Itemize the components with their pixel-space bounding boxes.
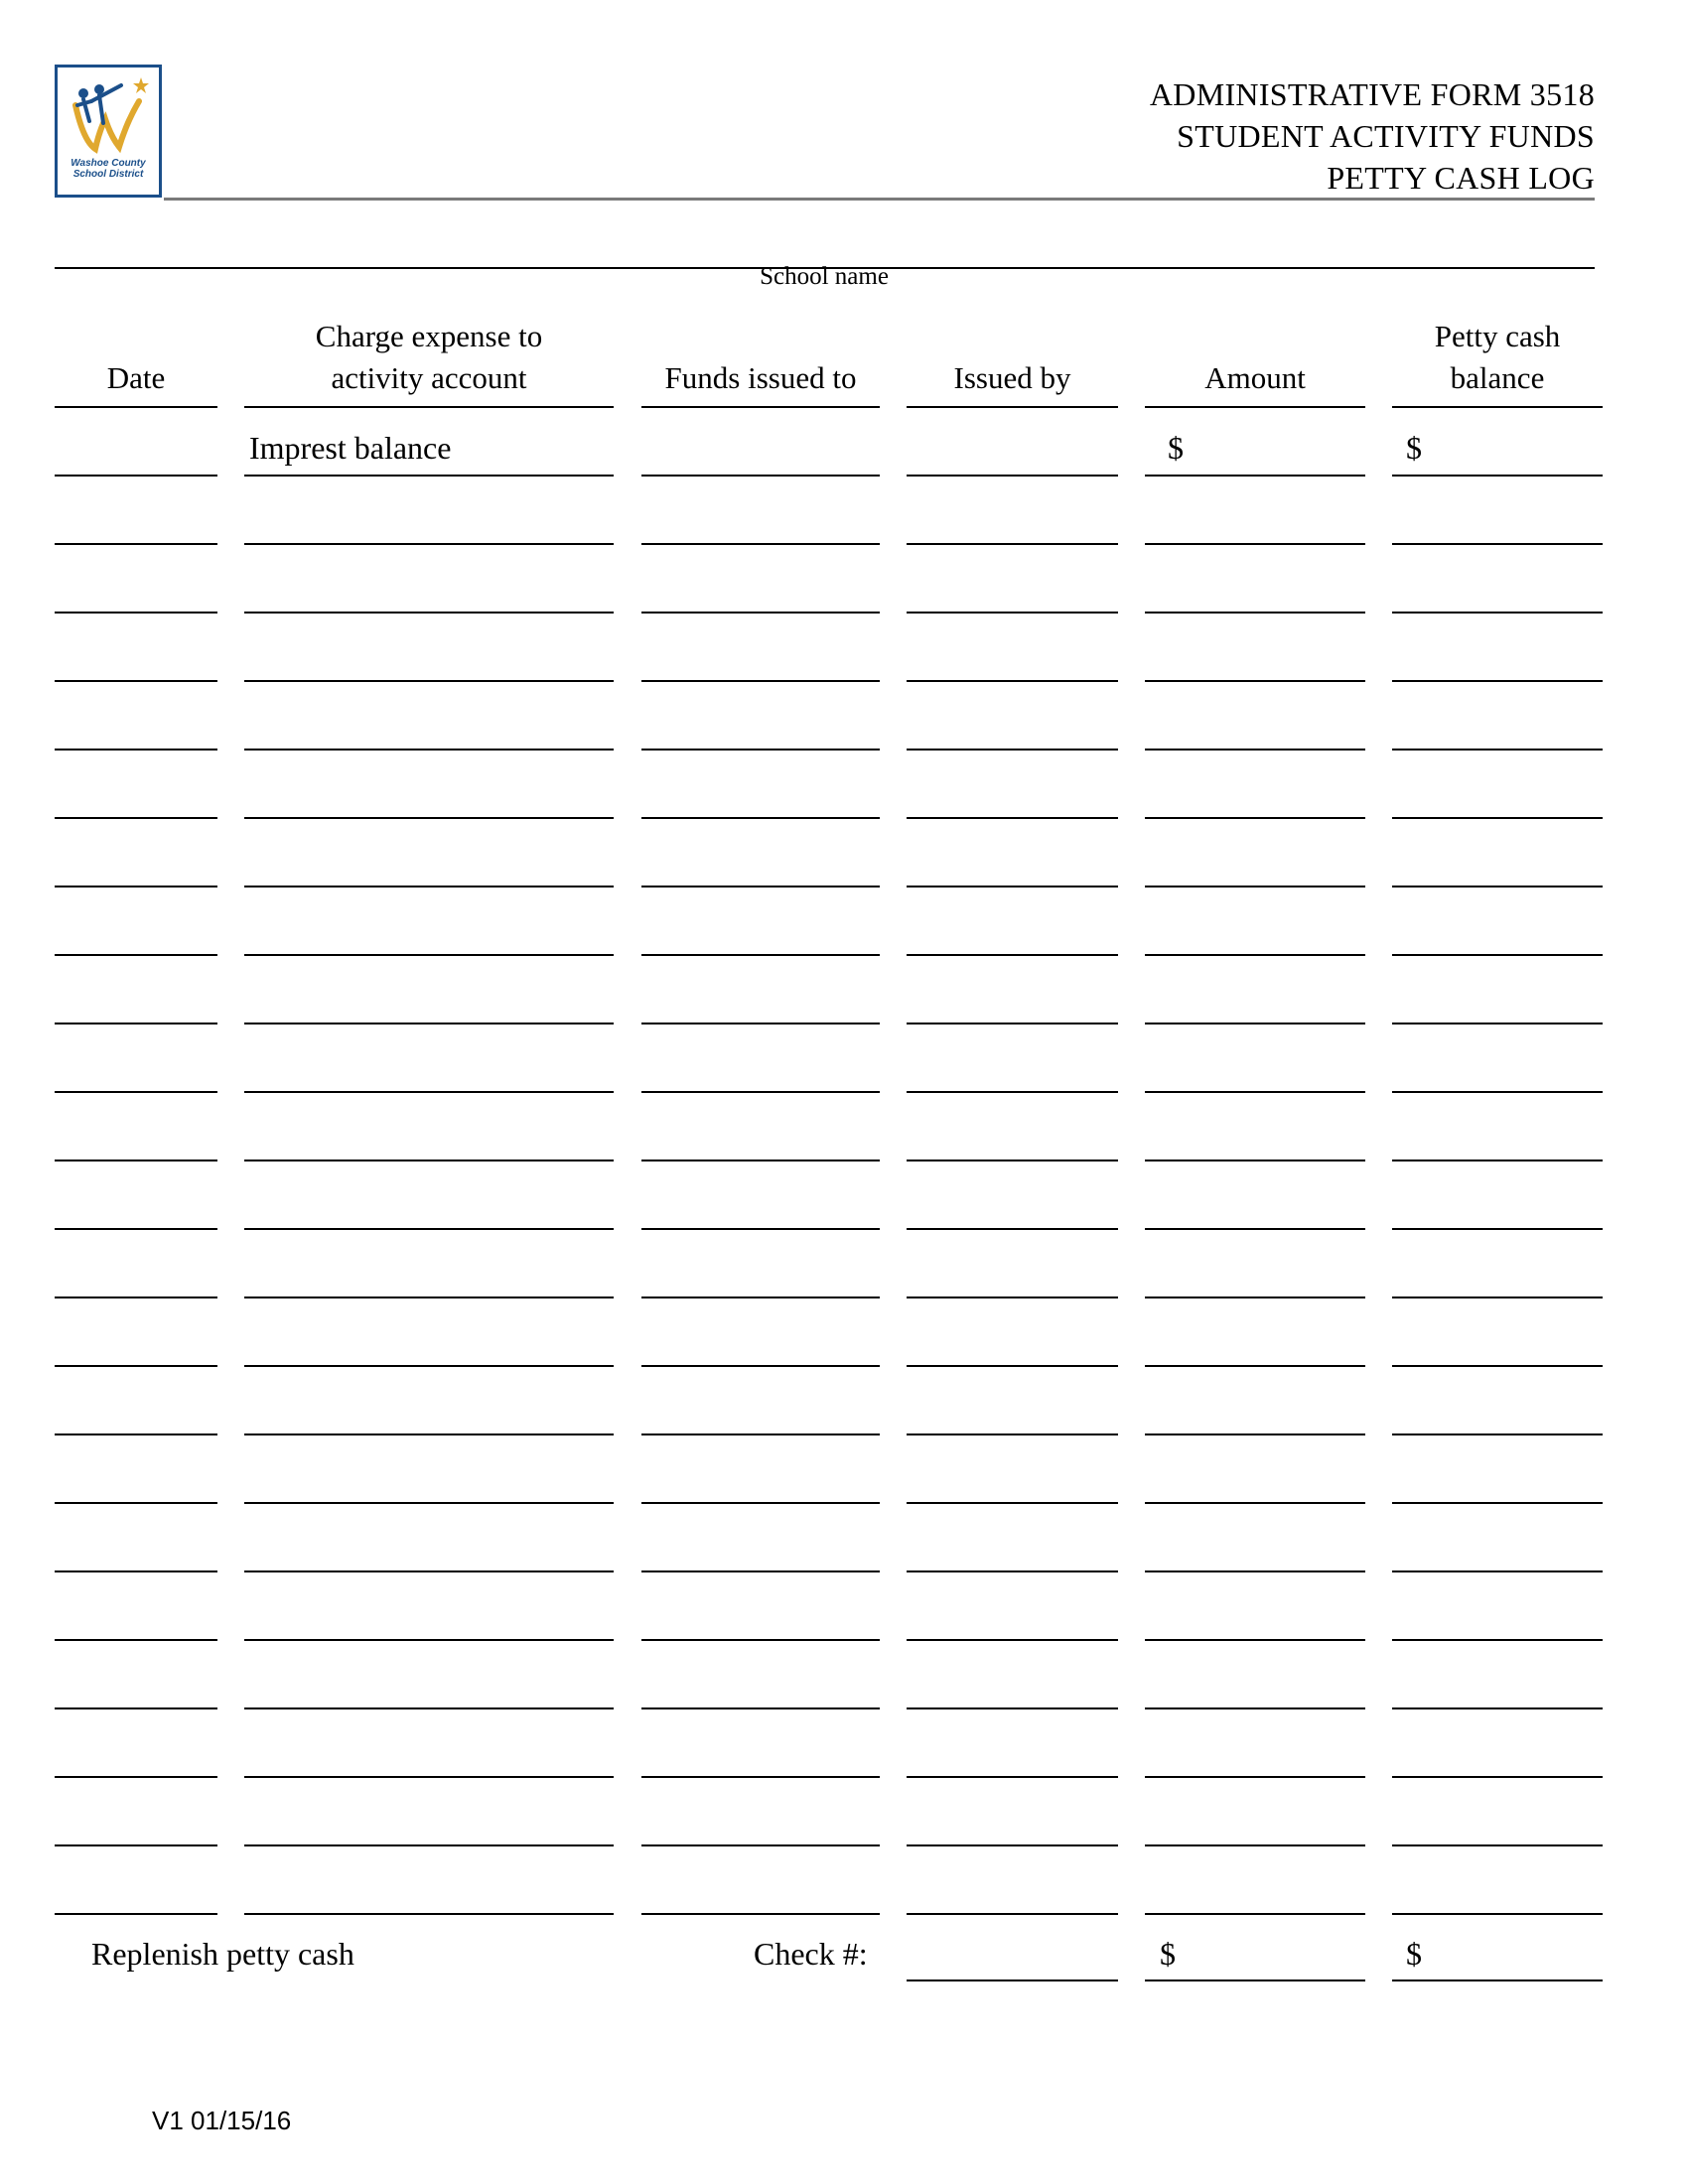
log-row-charge-expense-field[interactable] — [244, 680, 614, 682]
form-category-title: STUDENT ACTIVITY FUNDS — [1177, 118, 1595, 154]
log-row-issued-by-field[interactable] — [907, 612, 1118, 614]
log-row-charge-expense-field[interactable] — [244, 1502, 614, 1504]
log-row-funds-issued-to-field[interactable] — [641, 680, 880, 682]
log-row-amount-field[interactable] — [1145, 1160, 1365, 1161]
log-row-amount-field[interactable] — [1145, 1023, 1365, 1024]
log-row-charge-expense-field[interactable] — [244, 1639, 614, 1641]
log-row-amount-field[interactable] — [1145, 1776, 1365, 1778]
log-row-petty-cash-balance-field[interactable] — [1392, 1913, 1603, 1915]
log-row-date-field[interactable] — [55, 1228, 217, 1230]
column-header-issued-by — [907, 316, 1118, 399]
log-row-petty-cash-balance-field[interactable] — [1392, 1091, 1603, 1093]
log-row-issued-by-field[interactable] — [907, 954, 1118, 956]
column-header-line1 — [55, 316, 217, 357]
log-row-charge-expense-field[interactable] — [244, 1160, 614, 1161]
log-row-funds-issued-to-field[interactable] — [641, 1091, 880, 1093]
log-row-charge-expense-field[interactable] — [244, 1091, 614, 1093]
log-row-issued-by-field[interactable] — [907, 1570, 1118, 1572]
log-row-date-field[interactable] — [55, 886, 217, 887]
log-row-amount-field[interactable] — [1145, 1639, 1365, 1641]
log-row-date-field[interactable] — [55, 1502, 217, 1504]
log-row-funds-issued-to-field[interactable] — [641, 1639, 880, 1641]
log-row-funds-issued-to-field[interactable] — [641, 1297, 880, 1298]
column-header-petty-cash-balance — [1392, 316, 1603, 399]
column-header-line1 — [641, 316, 880, 357]
log-row-funds-issued-to-field[interactable] — [641, 817, 880, 819]
log-row-amount-field[interactable] — [1145, 612, 1365, 614]
log-row-date-field[interactable] — [55, 1297, 217, 1298]
log-row-issued-by-field[interactable] — [907, 1160, 1118, 1161]
log-row-issued-by-field[interactable] — [907, 886, 1118, 887]
log-row-issued-by-field[interactable] — [907, 1707, 1118, 1709]
log-row-issued-by-field[interactable] — [907, 1776, 1118, 1778]
column-header-rule — [244, 406, 614, 408]
log-row-date-field[interactable] — [55, 1570, 217, 1572]
log-row-petty-cash-balance-field[interactable] — [1392, 1297, 1603, 1298]
column-header-line1: Petty cash — [1434, 319, 1561, 353]
header-divider — [164, 198, 1595, 201]
column-header-line2: Amount — [1204, 360, 1306, 395]
log-row-petty-cash-balance-field[interactable] — [1392, 1502, 1603, 1504]
column-header-rule — [1145, 406, 1365, 408]
log-row-issued-by-field[interactable] — [907, 817, 1118, 819]
log-row-date-field[interactable] — [55, 1844, 217, 1846]
log-row-issued-by-field[interactable] — [907, 1913, 1118, 1915]
log-row-date-field[interactable] — [55, 612, 217, 614]
log-row-charge-expense-field[interactable] — [244, 954, 614, 956]
log-row-issued-by-field[interactable] — [907, 1023, 1118, 1024]
log-row-petty-cash-balance-field[interactable] — [1392, 1023, 1603, 1024]
log-row-date-field[interactable] — [55, 1023, 217, 1024]
log-row-petty-cash-balance-field[interactable] — [1392, 1639, 1603, 1641]
log-row-charge-expense-field[interactable] — [244, 1297, 614, 1298]
log-row-amount-field[interactable] — [1145, 1913, 1365, 1915]
imprest-row-charge-expense-field[interactable] — [244, 475, 614, 477]
log-row-issued-by-field[interactable] — [907, 1844, 1118, 1846]
log-row-petty-cash-balance-field[interactable] — [1392, 1228, 1603, 1230]
log-row-date-field[interactable] — [55, 1433, 217, 1435]
log-row-date-field[interactable] — [55, 954, 217, 956]
check-number-label: Check #: — [754, 1936, 868, 1972]
log-row-petty-cash-balance-field[interactable] — [1392, 1160, 1603, 1161]
log-row-funds-issued-to-field[interactable] — [641, 1844, 880, 1846]
column-header-line1 — [907, 316, 1118, 357]
log-row-charge-expense-field[interactable] — [244, 1365, 614, 1367]
replenish-balance-dollar-sign: $ — [1406, 1936, 1422, 1972]
log-row-funds-issued-to-field[interactable] — [641, 1570, 880, 1572]
log-row-charge-expense-field[interactable] — [244, 1913, 614, 1915]
log-row-date-field[interactable] — [55, 1776, 217, 1778]
log-row-petty-cash-balance-field[interactable] — [1392, 543, 1603, 545]
log-row-charge-expense-field[interactable] — [244, 749, 614, 751]
log-row-charge-expense-field[interactable] — [244, 817, 614, 819]
replenish-amount-field[interactable] — [1145, 1979, 1365, 1981]
log-row-amount-field[interactable] — [1145, 1365, 1365, 1367]
imprest-balance-label: Imprest balance — [249, 430, 452, 466]
log-row-amount-field[interactable] — [1145, 1297, 1365, 1298]
log-row-funds-issued-to-field[interactable] — [641, 1707, 880, 1709]
column-header-funds-issued-to — [641, 316, 880, 399]
log-row-funds-issued-to-field[interactable] — [641, 543, 880, 545]
log-row-petty-cash-balance-field[interactable] — [1392, 1776, 1603, 1778]
log-row-petty-cash-balance-field[interactable] — [1392, 680, 1603, 682]
district-logo-icon — [62, 71, 155, 155]
log-row-petty-cash-balance-field[interactable] — [1392, 1365, 1603, 1367]
column-header-rule — [55, 406, 217, 408]
log-row-date-field[interactable] — [55, 1707, 217, 1709]
log-row-amount-field[interactable] — [1145, 1707, 1365, 1709]
version-label: V1 01/15/16 — [152, 2106, 292, 2135]
log-row-charge-expense-field[interactable] — [244, 1570, 614, 1572]
log-row-funds-issued-to-field[interactable] — [641, 954, 880, 956]
log-row-petty-cash-balance-field[interactable] — [1392, 817, 1603, 819]
column-header-date — [55, 316, 217, 399]
check-number-field[interactable] — [907, 1979, 1118, 1981]
column-header-amount — [1145, 316, 1365, 399]
log-row-funds-issued-to-field[interactable] — [641, 612, 880, 614]
log-row-funds-issued-to-field[interactable] — [641, 1365, 880, 1367]
log-row-petty-cash-balance-field[interactable] — [1392, 1844, 1603, 1846]
logo-text-line1: Washoe County — [70, 158, 146, 169]
log-row-amount-field[interactable] — [1145, 1502, 1365, 1504]
log-row-amount-field[interactable] — [1145, 543, 1365, 545]
form-number-title: ADMINISTRATIVE FORM 3518 — [1149, 76, 1595, 112]
log-row-charge-expense-field[interactable] — [244, 543, 614, 545]
replenish-balance-field[interactable] — [1392, 1979, 1603, 1981]
log-row-amount-field[interactable] — [1145, 1844, 1365, 1846]
imprest-amount-dollar-sign: $ — [1168, 430, 1184, 466]
log-row-funds-issued-to-field[interactable] — [641, 1913, 880, 1915]
log-row-funds-issued-to-field[interactable] — [641, 1228, 880, 1230]
log-row-issued-by-field[interactable] — [907, 1091, 1118, 1093]
log-row-issued-by-field[interactable] — [907, 1639, 1118, 1641]
log-row-petty-cash-balance-field[interactable] — [1392, 886, 1603, 887]
log-row-amount-field[interactable] — [1145, 1091, 1365, 1093]
form-name-title: PETTY CASH LOG — [1327, 160, 1595, 196]
log-row-date-field[interactable] — [55, 543, 217, 545]
column-header-rule — [907, 406, 1118, 408]
log-row-issued-by-field[interactable] — [907, 1228, 1118, 1230]
log-row-petty-cash-balance-field[interactable] — [1392, 1433, 1603, 1435]
log-row-petty-cash-balance-field[interactable] — [1392, 612, 1603, 614]
log-row-amount-field[interactable] — [1145, 1433, 1365, 1435]
log-row-issued-by-field[interactable] — [907, 749, 1118, 751]
column-header-line2: Date — [106, 360, 166, 395]
imprest-row-amount-field[interactable] — [1145, 475, 1365, 477]
imprest-row-petty-cash-balance-field[interactable] — [1392, 475, 1603, 477]
log-row-charge-expense-field[interactable] — [244, 1023, 614, 1024]
log-row-charge-expense-field[interactable] — [244, 612, 614, 614]
logo-text-line2: School District — [72, 169, 144, 180]
school-name-label: School name — [760, 263, 889, 290]
log-row-amount-field[interactable] — [1145, 954, 1365, 956]
log-row-date-field[interactable] — [55, 680, 217, 682]
log-row-petty-cash-balance-field[interactable] — [1392, 1570, 1603, 1572]
imprest-row-issued-by-field[interactable] — [907, 475, 1118, 477]
log-row-funds-issued-to-field[interactable] — [641, 749, 880, 751]
column-header-line2: balance — [1450, 360, 1545, 395]
column-header-rule — [1392, 406, 1603, 408]
log-row-date-field[interactable] — [55, 749, 217, 751]
log-row-funds-issued-to-field[interactable] — [641, 1023, 880, 1024]
log-row-issued-by-field[interactable] — [907, 680, 1118, 682]
log-row-charge-expense-field[interactable] — [244, 1433, 614, 1435]
log-row-amount-field[interactable] — [1145, 886, 1365, 887]
log-row-charge-expense-field[interactable] — [244, 1707, 614, 1709]
log-row-issued-by-field[interactable] — [907, 543, 1118, 545]
log-row-date-field[interactable] — [55, 1091, 217, 1093]
log-row-issued-by-field[interactable] — [907, 1297, 1118, 1298]
log-row-funds-issued-to-field[interactable] — [641, 1160, 880, 1161]
log-row-amount-field[interactable] — [1145, 680, 1365, 682]
replenish-amount-dollar-sign: $ — [1160, 1936, 1176, 1972]
log-row-issued-by-field[interactable] — [907, 1502, 1118, 1504]
log-row-funds-issued-to-field[interactable] — [641, 886, 880, 887]
log-row-charge-expense-field[interactable] — [244, 886, 614, 887]
log-row-petty-cash-balance-field[interactable] — [1392, 1707, 1603, 1709]
column-header-line1 — [1145, 316, 1365, 357]
imprest-balance-dollar-sign: $ — [1406, 430, 1422, 466]
imprest-row-date-field[interactable] — [55, 475, 217, 477]
log-row-funds-issued-to-field[interactable] — [641, 1502, 880, 1504]
log-row-charge-expense-field[interactable] — [244, 1844, 614, 1846]
district-logo — [55, 65, 162, 198]
replenish-petty-cash-label: Replenish petty cash — [91, 1936, 354, 1972]
column-header-line2: Funds issued to — [664, 360, 857, 395]
log-row-issued-by-field[interactable] — [907, 1365, 1118, 1367]
log-row-charge-expense-field[interactable] — [244, 1776, 614, 1778]
log-row-funds-issued-to-field[interactable] — [641, 1433, 880, 1435]
log-row-issued-by-field[interactable] — [907, 1433, 1118, 1435]
log-row-date-field[interactable] — [55, 817, 217, 819]
log-row-date-field[interactable] — [55, 1160, 217, 1161]
log-row-amount-field[interactable] — [1145, 1228, 1365, 1230]
log-row-petty-cash-balance-field[interactable] — [1392, 954, 1603, 956]
log-row-amount-field[interactable] — [1145, 817, 1365, 819]
column-header-charge-expense — [244, 316, 614, 399]
log-row-amount-field[interactable] — [1145, 749, 1365, 751]
log-row-petty-cash-balance-field[interactable] — [1392, 749, 1603, 751]
log-row-amount-field[interactable] — [1145, 1570, 1365, 1572]
log-row-funds-issued-to-field[interactable] — [641, 1776, 880, 1778]
column-header-line1: Charge expense to — [315, 319, 543, 353]
column-header-rule — [641, 406, 880, 408]
log-row-date-field[interactable] — [55, 1913, 217, 1915]
log-row-charge-expense-field[interactable] — [244, 1228, 614, 1230]
column-header-line2: Issued by — [953, 360, 1071, 395]
log-row-date-field[interactable] — [55, 1639, 217, 1641]
column-header-line2: activity account — [331, 360, 527, 395]
log-row-date-field[interactable] — [55, 1365, 217, 1367]
imprest-row-funds-issued-to-field[interactable] — [641, 475, 880, 477]
